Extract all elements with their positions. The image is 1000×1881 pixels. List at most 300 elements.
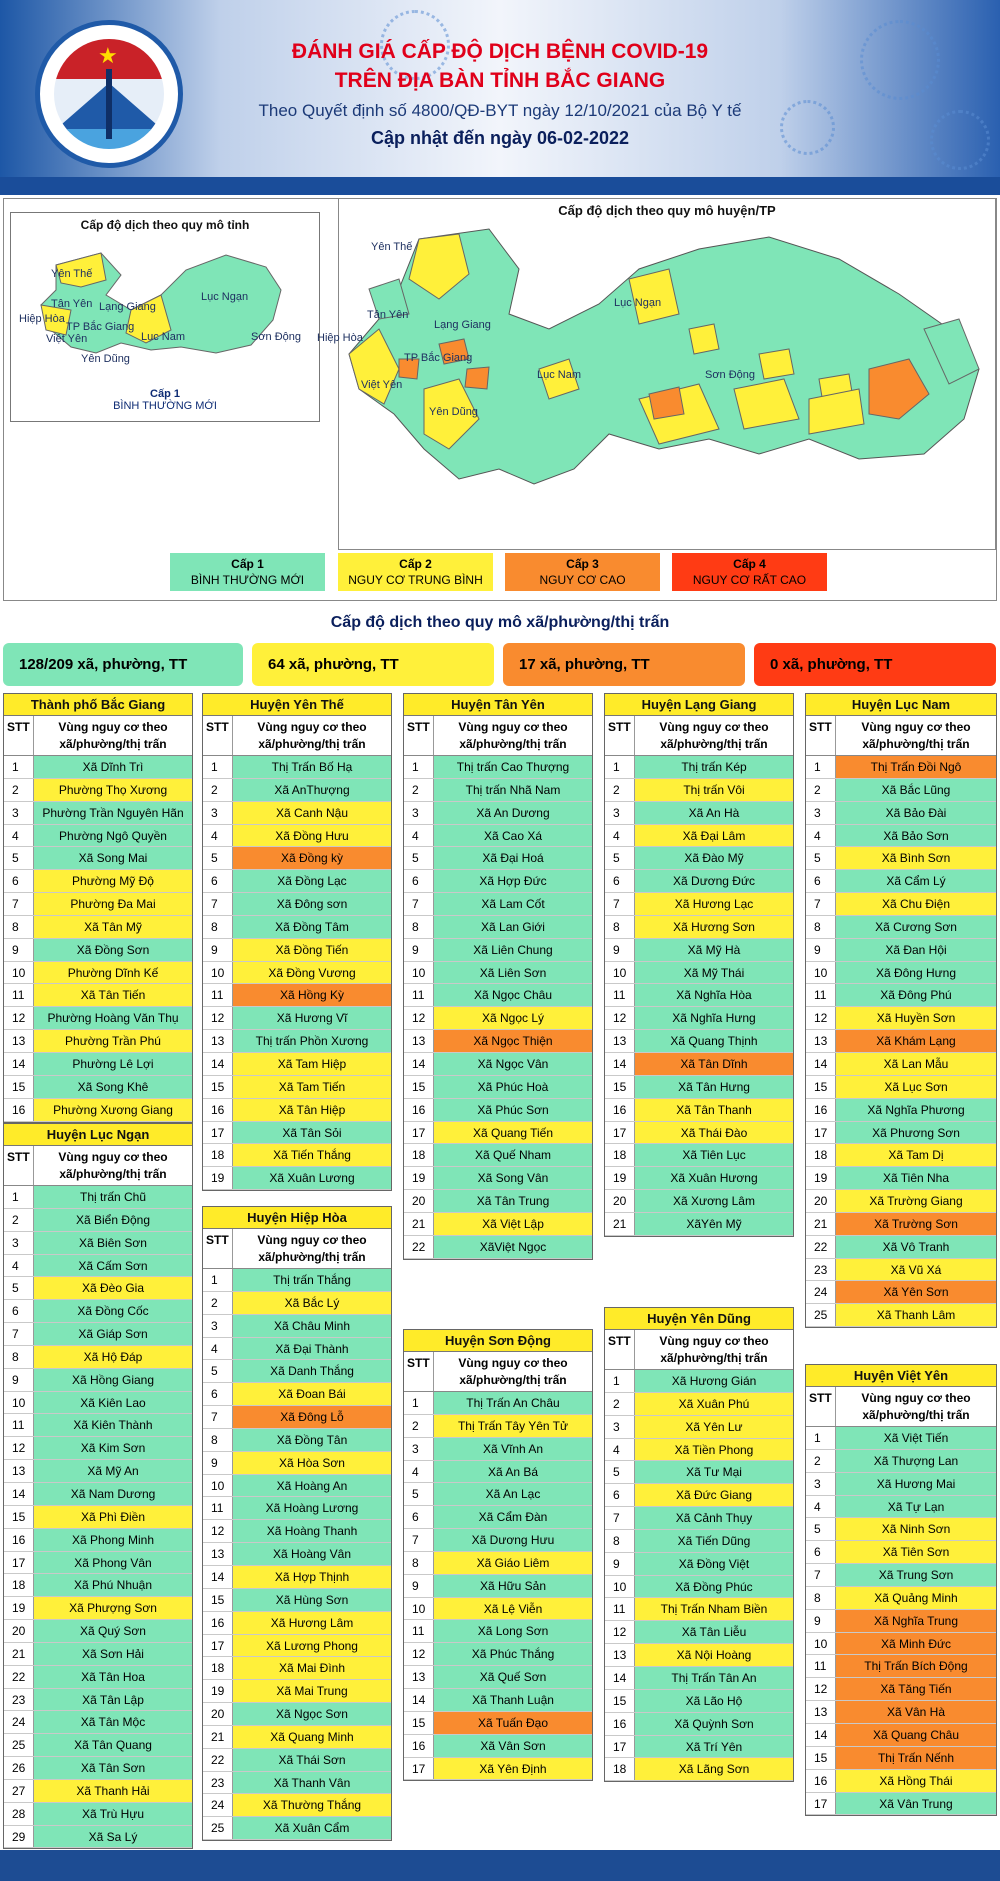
commune-name: Xã Phương Sơn <box>836 1122 996 1144</box>
page-title-line2: TRÊN ĐỊA BÀN TỈNH BẮC GIANG <box>334 69 666 92</box>
row-number: 18 <box>203 1144 233 1166</box>
table-row <box>806 939 996 962</box>
area-header: Vùng nguy cơ theo xã/phường/thị trấn <box>58 1150 168 1181</box>
row-number: 5 <box>806 1518 836 1540</box>
table-row <box>404 916 592 939</box>
row-number: 8 <box>203 1429 233 1451</box>
commune-name: Xã Hoàng An <box>233 1475 391 1497</box>
district-map-label: Lục Ngạn <box>614 297 662 309</box>
commune-name: Xã Phúc Thắng <box>434 1643 592 1665</box>
commune-name: Xã Hương Vĩ <box>233 1007 391 1029</box>
row-number: 23 <box>203 1772 233 1794</box>
commune-name: Xã Tăng Tiến <box>836 1678 996 1700</box>
commune-name: Xã Tiến Thắng <box>233 1144 391 1166</box>
row-number: 12 <box>404 1643 434 1665</box>
table-row <box>203 1122 391 1145</box>
commune-name: Xã Song Mai <box>34 847 192 869</box>
commune-name: Xã Xuân Hương <box>635 1167 793 1189</box>
commune-name: Xã Hòa Sơn <box>233 1452 391 1474</box>
area-header: Vùng nguy cơ theo xã/phường/thị trấn <box>861 720 971 751</box>
row-number: 17 <box>404 1122 434 1144</box>
area-header: Vùng nguy cơ theo xã/phường/thị trấn <box>659 720 769 751</box>
district-map-label: Lạng Giang <box>434 319 491 331</box>
row-number: 4 <box>605 825 635 847</box>
table-row <box>4 847 192 870</box>
commune-name: Xã Lệ Viễn <box>434 1598 592 1620</box>
row-number: 15 <box>203 1076 233 1098</box>
row-number: 16 <box>605 1713 635 1735</box>
table-header-row <box>404 1352 592 1392</box>
commune-name: Xã Hồng Giang <box>34 1369 192 1391</box>
commune-name: Xã Giáo Liêm <box>434 1552 592 1574</box>
row-number: 19 <box>806 1167 836 1189</box>
table-row <box>203 870 391 893</box>
commune-name: Xã Thượng Lan <box>836 1450 996 1472</box>
table-row <box>4 916 192 939</box>
commune-name: Xã Tam Hiệp <box>233 1053 391 1075</box>
commune-name: Xã An Bá <box>434 1461 592 1483</box>
row-number: 13 <box>203 1030 233 1052</box>
row-number: 14 <box>404 1689 434 1711</box>
table-row <box>4 1209 192 1232</box>
commune-name: Xã Yên Định <box>434 1758 592 1780</box>
table-row <box>605 1439 793 1462</box>
row-number: 10 <box>605 1576 635 1598</box>
row-number: 7 <box>605 893 635 915</box>
row-number: 14 <box>203 1053 233 1075</box>
table-row <box>4 1369 192 1392</box>
row-number: 12 <box>605 1007 635 1029</box>
commune-name: Xã Đông Phú <box>836 984 996 1006</box>
commune-name: Xã Ngọc Lý <box>434 1007 592 1029</box>
commune-name: Phường Trần Phú <box>34 1030 192 1052</box>
commune-name: Xã Tân Hoa <box>34 1666 192 1688</box>
row-number: 11 <box>203 984 233 1006</box>
row-number: 11 <box>4 1414 34 1436</box>
row-number: 16 <box>203 1099 233 1121</box>
commune-name: Xã Ninh Sơn <box>836 1518 996 1540</box>
commune-name: Xã Hương Mai <box>836 1473 996 1495</box>
commune-name: Xã Chu Điện <box>836 893 996 915</box>
row-number: 15 <box>203 1589 233 1611</box>
commune-name: Xã Tân Dĩnh <box>635 1053 793 1075</box>
table-row <box>806 916 996 939</box>
row-number: 9 <box>605 939 635 961</box>
table-row <box>404 1735 592 1758</box>
table-row <box>806 1427 996 1450</box>
commune-name: Xã Đồng Lạc <box>233 870 391 892</box>
row-number: 9 <box>203 939 233 961</box>
commune-name: Xã Bắc Lý <box>233 1292 391 1314</box>
commune-name: Xã Mỹ Hà <box>635 939 793 961</box>
commune-name: Xã Trường Giang <box>836 1190 996 1212</box>
district-map-label: TP Bắc Giang <box>404 352 473 364</box>
row-number: 25 <box>806 1304 836 1326</box>
district-map <box>339 219 995 549</box>
province-map <box>11 235 319 385</box>
row-number: 1 <box>203 1269 233 1291</box>
table-row <box>4 984 192 1007</box>
row-number: 15 <box>605 1076 635 1098</box>
commune-name: Xã Kiên Lao <box>34 1392 192 1414</box>
row-number: 26 <box>4 1757 34 1779</box>
row-number: 2 <box>203 779 233 801</box>
table-row <box>605 1736 793 1759</box>
table-row <box>203 1007 391 1030</box>
table-row <box>605 1030 793 1053</box>
province-map-label: TP Bắc Giang <box>66 321 135 333</box>
row-number: 4 <box>605 1439 635 1461</box>
row-number: 10 <box>806 962 836 984</box>
commune-name: Xã Song Vân <box>434 1167 592 1189</box>
commune-name: Phường Dĩnh Kế <box>34 962 192 984</box>
table-row <box>806 1473 996 1496</box>
row-number: 6 <box>404 870 434 892</box>
table-row <box>404 939 592 962</box>
commune-name: Xã Trí Yên <box>635 1736 793 1758</box>
commune-name: Xã An Dương <box>434 802 592 824</box>
district-table <box>202 693 392 1191</box>
district-table-title: Huyện Sơn Động <box>404 1330 592 1352</box>
row-number: 4 <box>806 825 836 847</box>
row-number: 21 <box>4 1643 34 1665</box>
row-number: 8 <box>404 916 434 938</box>
commune-name: Xã Yên Sơn <box>836 1281 996 1303</box>
commune-name: Xã Nghĩa Hòa <box>635 984 793 1006</box>
table-row <box>605 1190 793 1213</box>
table-row <box>4 1460 192 1483</box>
row-number: 19 <box>203 1167 233 1189</box>
summary-level4: 0 xã, phường, TT <box>754 643 996 686</box>
row-number: 6 <box>404 1506 434 1528</box>
row-number: 11 <box>203 1497 233 1519</box>
commune-name: Xã Nghĩa Phương <box>836 1099 996 1121</box>
table-row <box>404 984 592 1007</box>
commune-name: Xã Đồng Tiến <box>233 939 391 961</box>
row-number: 3 <box>806 802 836 824</box>
row-number: 18 <box>605 1758 635 1780</box>
row-number: 4 <box>203 1338 233 1360</box>
commune-name: Xã Vũ Xá <box>836 1259 996 1281</box>
commune-name: Xã Hùng Sơn <box>233 1589 391 1611</box>
row-number: 15 <box>806 1076 836 1098</box>
stt-header: STT <box>806 716 836 755</box>
row-number: 3 <box>605 1416 635 1438</box>
row-number: 10 <box>806 1633 836 1655</box>
commune-name: Phường Hoàng Văn Thụ <box>34 1007 192 1029</box>
commune-name: Xã Thanh Luận <box>434 1689 592 1711</box>
table-row <box>806 1564 996 1587</box>
commune-name: Xã Giáp Sơn <box>34 1323 192 1345</box>
row-number: 14 <box>806 1053 836 1075</box>
commune-name: Xã Đồng Sơn <box>34 939 192 961</box>
table-row <box>806 1518 996 1541</box>
row-number: 2 <box>605 779 635 801</box>
row-number: 20 <box>605 1190 635 1212</box>
table-row <box>4 939 192 962</box>
row-number: 10 <box>404 1598 434 1620</box>
table-row <box>404 893 592 916</box>
commune-name: Xã Biển Động <box>34 1209 192 1231</box>
legend <box>0 553 1000 593</box>
row-number: 8 <box>806 916 836 938</box>
district-table-title: Huyện Yên Dũng <box>605 1308 793 1330</box>
table-row <box>4 1757 192 1780</box>
table-row <box>4 1734 192 1757</box>
table-row <box>806 1724 996 1747</box>
row-number: 6 <box>806 1541 836 1563</box>
row-number: 9 <box>806 1610 836 1632</box>
row-number: 7 <box>404 1529 434 1551</box>
commune-name: Thị trấn Kép <box>635 756 793 778</box>
row-number: 4 <box>806 1496 836 1518</box>
table-row <box>404 1236 592 1259</box>
commune-name: XãViệt Ngọc <box>434 1236 592 1258</box>
stt-header: STT <box>404 1352 434 1391</box>
district-table-title: Huyện Lạng Giang <box>605 694 793 716</box>
row-number: 18 <box>203 1657 233 1679</box>
row-number: 22 <box>806 1236 836 1258</box>
table-row <box>605 1461 793 1484</box>
table-row <box>4 1255 192 1278</box>
table-row <box>806 756 996 779</box>
row-number: 16 <box>806 1770 836 1792</box>
commune-name: Xã Hồng Kỳ <box>233 984 391 1006</box>
table-row <box>404 1213 592 1236</box>
row-number: 25 <box>203 1817 233 1839</box>
district-map-label: Sơn Động <box>705 369 756 381</box>
table-row <box>404 1461 592 1484</box>
page-title: ĐÁNH GIÁ CẤP ĐỘ DỊCH BỆNH COVID-19 <box>291 40 709 63</box>
commune-name: Xã Biên Sơn <box>34 1232 192 1254</box>
table-row <box>203 1520 391 1543</box>
row-number: 12 <box>806 1678 836 1700</box>
row-number: 1 <box>4 756 34 778</box>
table-row <box>806 1030 996 1053</box>
row-number: 12 <box>404 1007 434 1029</box>
commune-name: Xã Trường Sơn <box>836 1213 996 1235</box>
commune-name: Xã Hương Lâm <box>233 1612 391 1634</box>
table-row <box>4 1076 192 1099</box>
table-row <box>806 1281 996 1304</box>
commune-name: Thị trấn Phồn Xương <box>233 1030 391 1052</box>
row-number: 18 <box>806 1144 836 1166</box>
table-row <box>404 1598 592 1621</box>
row-number: 13 <box>806 1030 836 1052</box>
table-row <box>203 1657 391 1680</box>
commune-name: Xã Sơn Hải <box>34 1643 192 1665</box>
commune-name: Xã Nghĩa Trung <box>836 1610 996 1632</box>
province-map-label: Lạng Giang <box>99 301 156 313</box>
commune-name: Xã Hoàng Lương <box>233 1497 391 1519</box>
commune-name: Thị Trấn Tân An <box>635 1667 793 1689</box>
table-row <box>4 825 192 848</box>
table-row <box>806 1213 996 1236</box>
commune-name: Xã An Lạc <box>434 1483 592 1505</box>
virus-decoration-icon <box>930 110 990 170</box>
commune-name: Xã Lục Sơn <box>836 1076 996 1098</box>
table-row <box>4 1506 192 1529</box>
row-number: 16 <box>806 1099 836 1121</box>
table-row <box>203 1338 391 1361</box>
row-number: 17 <box>806 1793 836 1815</box>
table-row <box>203 1429 391 1452</box>
table-row <box>605 1621 793 1644</box>
commune-name: Xã Phúc Hoà <box>434 1076 592 1098</box>
commune-name: Xã Lãng Sơn <box>635 1758 793 1780</box>
row-number: 8 <box>4 1346 34 1368</box>
row-number: 2 <box>806 1450 836 1472</box>
table-row <box>605 1667 793 1690</box>
commune-name: Xã Quang Minh <box>233 1726 391 1748</box>
table-header-row <box>4 1146 192 1186</box>
commune-name: Xã Huyền Sơn <box>836 1007 996 1029</box>
table-header-row <box>605 1330 793 1370</box>
district-table <box>604 693 794 1237</box>
virus-decoration-icon <box>860 20 940 100</box>
row-number: 15 <box>404 1076 434 1098</box>
table-row <box>605 1122 793 1145</box>
table-row <box>4 1007 192 1030</box>
table-row <box>605 1713 793 1736</box>
commune-name: Xã Liên Chung <box>434 939 592 961</box>
table-row <box>605 802 793 825</box>
table-row <box>404 1415 592 1438</box>
table-row <box>4 1666 192 1689</box>
commune-name: Xã Tuấn Đạo <box>434 1712 592 1734</box>
table-row <box>605 1393 793 1416</box>
row-number: 6 <box>203 870 233 892</box>
row-number: 2 <box>4 1209 34 1231</box>
row-number: 1 <box>203 756 233 778</box>
commune-name: Xã Kiên Thành <box>34 1414 192 1436</box>
commune-name: Xã Mai Đình <box>233 1657 391 1679</box>
commune-name: Xã Ngọc Sơn <box>233 1703 391 1725</box>
table-row <box>605 1758 793 1781</box>
commune-name: Xã Đại Thành <box>233 1338 391 1360</box>
row-number: 16 <box>404 1099 434 1121</box>
commune-name: Xã Phì Điền <box>34 1506 192 1528</box>
table-row <box>203 1053 391 1076</box>
commune-name: Xã Bắc Lũng <box>836 779 996 801</box>
commune-name: Thị trấn Nhã Nam <box>434 779 592 801</box>
commune-name: Xã Tam Dị <box>836 1144 996 1166</box>
row-number: 9 <box>203 1452 233 1474</box>
row-number: 7 <box>4 893 34 915</box>
table-row <box>4 1597 192 1620</box>
table-row <box>203 1497 391 1520</box>
commune-name: Xã Long Sơn <box>434 1620 592 1642</box>
province-map-panel <box>10 212 320 422</box>
table-row <box>806 870 996 893</box>
row-number: 4 <box>203 825 233 847</box>
row-number: 5 <box>404 1483 434 1505</box>
table-row <box>404 1167 592 1190</box>
table-row <box>605 1144 793 1167</box>
table-row <box>203 916 391 939</box>
table-row <box>404 1007 592 1030</box>
row-number: 8 <box>806 1587 836 1609</box>
district-map-label: Yên Thế <box>371 241 413 253</box>
table-row <box>203 1817 391 1840</box>
row-number: 13 <box>605 1030 635 1052</box>
commune-name: Xã Đồng Cốc <box>34 1300 192 1322</box>
table-header-row <box>4 716 192 756</box>
table-row <box>605 870 793 893</box>
commune-name: Xã Tư Mại <box>635 1461 793 1483</box>
commune-name: Xã Tự Lạn <box>836 1496 996 1518</box>
row-number: 3 <box>605 802 635 824</box>
row-number: 17 <box>203 1635 233 1657</box>
district-map-title: Cấp độ dịch theo quy mô huyện/TP <box>558 203 776 218</box>
commune-name: Xã Hộ Đáp <box>34 1346 192 1368</box>
table-row <box>203 1612 391 1635</box>
table-row <box>203 756 391 779</box>
legend-item: Cấp 3 NGUY CƠ CAO <box>505 553 660 591</box>
table-row <box>806 1259 996 1282</box>
table-row <box>404 1552 592 1575</box>
table-row <box>806 802 996 825</box>
commune-name: Xã Kim Sơn <box>34 1437 192 1459</box>
commune-name: Thị trấn Thắng <box>233 1269 391 1291</box>
table-row <box>4 1483 192 1506</box>
row-number: 9 <box>404 939 434 961</box>
summary-level3: 17 xã, phường, TT <box>503 643 745 686</box>
table-row <box>605 1213 793 1236</box>
district-table-title: Huyện Hiệp Hòa <box>203 1207 391 1229</box>
row-number: 8 <box>605 1530 635 1552</box>
table-row <box>605 962 793 985</box>
legend-item: Cấp 1 BÌNH THƯỜNG MỚI <box>170 553 325 591</box>
commune-name: Xã Bảo Đài <box>836 802 996 824</box>
table-row <box>404 870 592 893</box>
row-number: 6 <box>4 1300 34 1322</box>
row-number: 22 <box>4 1666 34 1688</box>
table-row <box>404 1076 592 1099</box>
row-number: 9 <box>404 1575 434 1597</box>
table-row <box>203 1360 391 1383</box>
commune-name: Xã Tân Tiến <box>34 984 192 1006</box>
table-row <box>4 1529 192 1552</box>
commune-name: Xã Dương Hưu <box>434 1529 592 1551</box>
row-number: 12 <box>203 1007 233 1029</box>
table-row <box>4 1323 192 1346</box>
row-number: 11 <box>404 984 434 1006</box>
row-number: 10 <box>203 1475 233 1497</box>
row-number: 3 <box>203 802 233 824</box>
row-number: 14 <box>806 1724 836 1746</box>
district-table-title: Huyện Lục Nam <box>806 694 996 716</box>
row-number: 5 <box>404 847 434 869</box>
commune-name: Xã An Hà <box>635 802 793 824</box>
table-row <box>806 1007 996 1030</box>
commune-name: Xã Ngọc Châu <box>434 984 592 1006</box>
row-number: 13 <box>404 1030 434 1052</box>
table-row <box>806 1236 996 1259</box>
row-number: 10 <box>404 962 434 984</box>
table-row <box>806 893 996 916</box>
commune-name: Xã Ngọc Thiện <box>434 1030 592 1052</box>
commune-name: Xã Liên Sơn <box>434 962 592 984</box>
table-row <box>404 1438 592 1461</box>
commune-name: Thị Trấn Bố Hạ <box>233 756 391 778</box>
commune-name: Xã Hữu Sản <box>434 1575 592 1597</box>
table-row <box>203 1167 391 1190</box>
commune-name: Xã Tân Mộc <box>34 1711 192 1733</box>
commune-name: Xã Vân Trung <box>836 1793 996 1815</box>
commune-name: Xã Bảo Sơn <box>836 825 996 847</box>
table-row <box>404 1392 592 1415</box>
